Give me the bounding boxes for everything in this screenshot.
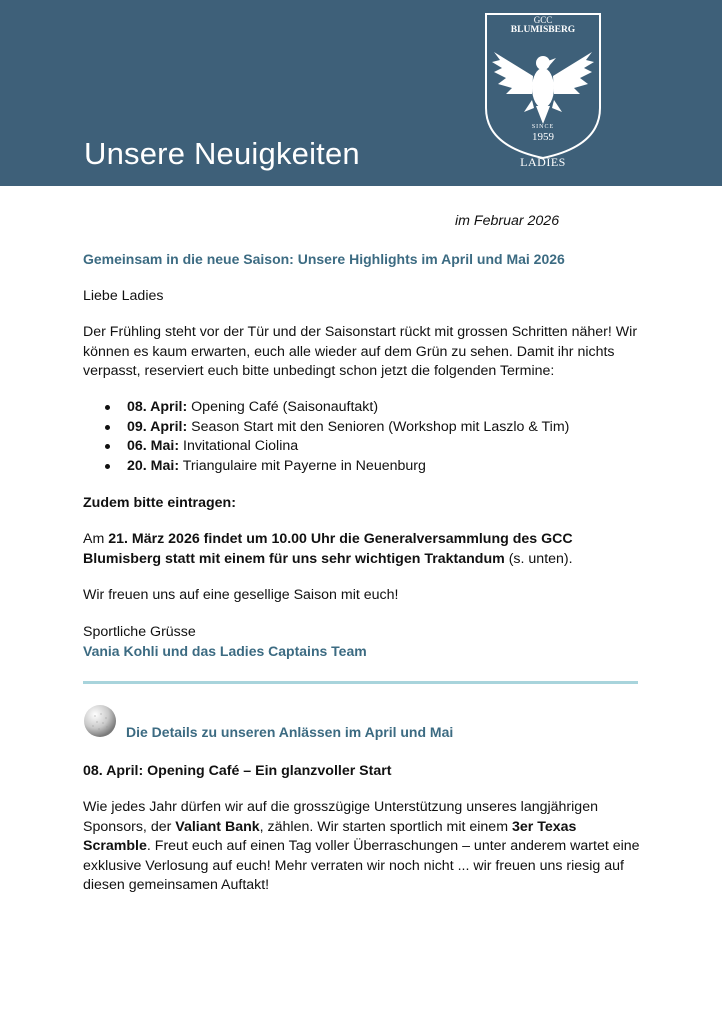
details-heading: Die Details zu unseren Anlässen im April und Mai: [126, 724, 454, 740]
sponsor-name: Valiant Bank: [175, 818, 260, 835]
event1-title: 08. April: Opening Café – Ein glanzvoller Start: [83, 763, 392, 779]
event-list: [83, 398, 643, 476]
intro-paragraph: Der Frühling steht vor der Tür und der Saisonstart rückt mit grossen Schritten näher! Wir können es kaum erwarten, euch alle wieder auf dem Grün zu sehen. Damit ihr nichts verpasst, reserviert euch bitte unbedingt schon jetzt die folgenden Termine:: [83, 324, 638, 379]
golf-ball-icon: [83, 704, 117, 738]
assembly-notice: [83, 530, 648, 569]
crest-text-year: 1959: [532, 131, 554, 143]
event1-text: Wie jedes Jahr dürfen wir auf die grosszügige Unterstützung unseres langjährigen Sponsors, der: [83, 799, 598, 835]
assembly-suffix: (s. unten).: [504, 550, 573, 567]
assembly-prefix: Am: [83, 531, 109, 547]
crest-text-club: BLUMISBERG: [510, 25, 576, 35]
event-text: Opening Café (Saisonauftakt): [191, 399, 379, 415]
list-item: [83, 457, 643, 477]
list-item: [83, 398, 643, 418]
event-text: Season Start mit den Senioren (Workshop mit Laszlo & Tim): [191, 418, 570, 435]
event1-text: . Freut euch auf einen Tag voller Überraschungen – unter anderem wartet eine exklusive Verlosung auf euch! Mehr verraten wir noch nicht ... wir freuen uns riesig auf diesen gemeinsamen Auftakt!: [83, 838, 640, 893]
section-divider: [83, 681, 638, 684]
event-text: Invitational Ciolina: [183, 438, 299, 454]
headline: Gemeinsam in die neue Saison: Unsere Highlights im April und Mai 2026: [83, 251, 565, 267]
crest-text-since: SINCE: [531, 124, 555, 130]
event1-text: , zählen. Wir starten sportlich mit einem: [259, 818, 512, 835]
crest-text-gcc: GCC: [533, 15, 553, 25]
issue-date: im Februar 2026: [455, 213, 560, 229]
event-date: 06. Mai:: [127, 438, 180, 454]
greeting: Liebe Ladies: [83, 288, 164, 304]
list-item: [83, 418, 643, 438]
closing-line: Wir freuen uns auf eine gesellige Saison mit euch!: [83, 587, 399, 603]
list-item: [83, 437, 643, 457]
event1-description: [83, 798, 643, 896]
crest-text-ladies: LADIES: [520, 155, 566, 169]
format-name: 3er Texas Scramble: [83, 818, 577, 854]
page-title: Unsere Neuigkeiten: [84, 136, 360, 171]
header-banner: [0, 0, 722, 186]
signoff: Sportliche Grüsse: [83, 624, 196, 640]
event-date: 08. April:: [127, 399, 188, 415]
extra-heading: Zudem bitte eintragen:: [83, 495, 236, 511]
event-date: 20. Mai:: [127, 457, 180, 474]
event-date: 09. April:: [127, 418, 188, 435]
event-text: Triangulaire mit Payerne in Neuenburg: [182, 457, 426, 474]
assembly-bold: 21. März 2026 findet um 10.00 Uhr die Generalversammlung des GCC Blumisberg statt mit einem für uns sehr wichtigen Traktandum: [83, 531, 573, 567]
signature: Vania Kohli und das Ladies Captains Team: [83, 643, 367, 659]
